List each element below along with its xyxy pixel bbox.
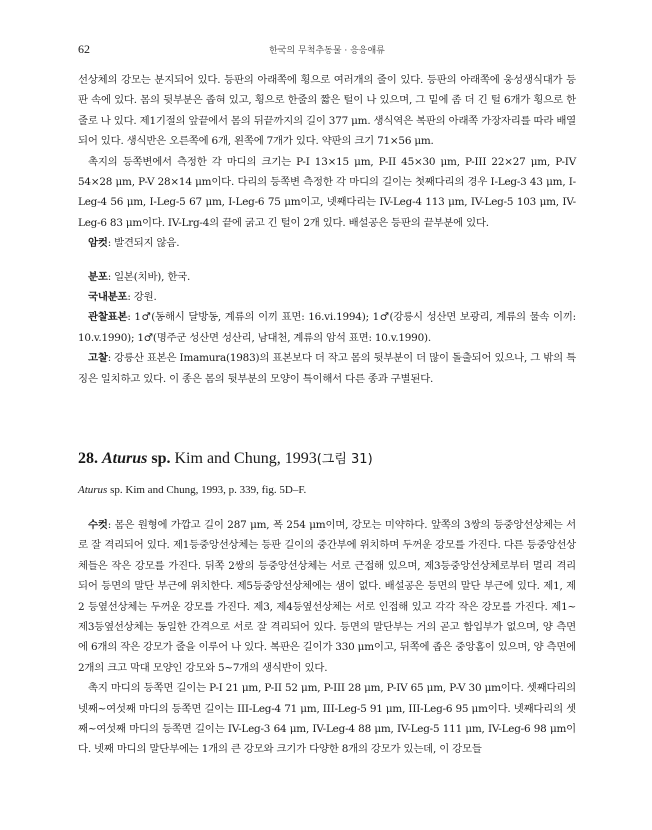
- running-title: 한국의 무척추동물 · 응응애류: [269, 46, 385, 56]
- remarks-label: 고찰: [88, 352, 108, 365]
- remarks-text: : 강릉산 표본은 Imamura(1983)의 표본보다 더 작고 몸의 뒷부분이 더 많이 돌출되어 있으나, 그 밖의 특징은 일치하고 있다. 이 종은 몸의 뒷부분의 모양이 특이해서 다른 종과 구별된다.: [78, 352, 576, 385]
- domestic-distribution-label: 국내분포: [88, 291, 128, 304]
- distribution-label: 분포: [88, 270, 108, 283]
- distribution-note: [78, 267, 576, 287]
- description-paragraph: 선상체의 강모는 분지되어 있다. 등판의 아래쪽에 횡으로 여러개의 줄이 있다. 등판의 아래쪽에 웅성생식대가 등판 속에 있다. 몸의 뒷부분은 좁혀 있고, 횡으로 한줄의 짧은 털이 나 있으며, 그 밑에 좀 더 긴 털 6개가 횡으로 한줄로 나 있다. 제1기절의 앞끝에서 몸의 뒤끝까지의 길이 377 μm. 생식역은 복판의 아래쪽 가장자리를 따라 배열되어 있다. 생식반은 오른쪽에 6개, 왼쪽에 7개가 있다. 약판의 크기 71×56 μm.: [78, 74, 576, 148]
- male-description: [78, 515, 576, 678]
- male-text: : 몸은 원형에 가깝고 길이 287 μm, 폭 254 μm이며, 강모는 미약하다. 앞쪽의 3쌍의 등중앙선상체는 서로 잘 격리되어 있다. 제1등중앙선상체는 등판 길이의 중간부에 위치하며 두꺼운 강모를 가진다. 다른 등중앙선상체들은 작은 강모를 가진다. 뒤쪽 2쌍의 등중앙선상체는 서로 근접해 있으며, 제3등중앙선상체로부터 멀리 격리되어 등면의 말단 부근에 위치한다. 제5등중앙선상체에는 샘이 없다. 배설공은 등면의 말단 부근에 있다. 제1, 제2 등옆선상체는 두꺼운 강모를 가진다. 제3, 제4등옆선상체는 서로 인접해 있고 각각 작은 강모를 가진다. 제1~제3등옆선상체는 동일한 간격으로 서로 잘 격리되어 있다. 등면의 말단부는 거의 곧고 함입부가 없으며, 양 측면에 6개의 작은 강모가 줄을 이루어 나 있다. 복판은 길이가 330 μm이고, 뒤쪽에 좁은 중앙홈이 있으며, 양 측면에 2개의 크고 막대 모양인 강모와 5~7개의 생식반이 있다.: [78, 519, 576, 674]
- citation-text: sp. Kim and Chung, 1993, p. 339, fig. 5D–F.: [107, 484, 307, 496]
- specimens-text: : 1♂(동해시 달방동, 계류의 이끼 표면: 16.vi.1994); 1♂(강릉시 성산면 보광리, 계류의 물속 이끼: 10.v.1990); 1♂(명주군 성산면 성산리, 남대천, 계류의 암석 표면: 10.v.1990).: [78, 311, 576, 344]
- species-authors: Kim and Chung, 1993: [174, 450, 317, 467]
- domestic-distribution-note: [78, 287, 576, 307]
- species-number: 28.: [78, 450, 98, 467]
- measurement-paragraph: 촉지의 등쪽변에서 측정한 각 마디의 크기는 P-I 13×15 μm, P-II 45×30 μm, P-III 22×27 μm, P-IV 54×28 μm, P-V 28×14 μm이다. 다리의 등쪽변 측정한 각 마디의 길이는 첫째다리의 경우 I-Leg-3 43 μm, I-Leg-4 56 μm, I-Leg-5 67 μm, I-Leg-6 75 μm이고, 넷째다리는 IV-Leg-4 113 μm, IV-Leg-5 103 μm, IV-Leg-6 83 μm이다. IV-Lrg-4의 끝에 굵고 긴 털이 2개 있다. 배설공은 등판의 끝부분에 있다.: [78, 155, 576, 229]
- appendage-measurements: 촉지 마디의 등쪽면 길이는 P-I 21 μm, P-II 52 μm, P-III 28 μm, P-IV 65 μm, P-V 30 μm이다. 셋째다리의 넷째~여섯째 마디의 등쪽면 길이는 III-Leg-4 71 μm, III-Leg-5 91 μm, III-Leg-6 95 μm이다. 넷째다리의 셋째~여섯째 마디의 등쪽면 길이는 IV-Leg-3 64 μm, IV-Leg-4 88 μm, IV-Leg-5 111 μm, IV-Leg-6 98 μm이다. 넷째 마디의 말단부에는 1개의 큰 강모와 크기가 다양한 8개의 강모가 있는데, 이 강모들: [78, 682, 576, 756]
- synonymy-citation: [78, 484, 306, 496]
- page-header: [78, 42, 576, 58]
- previous-species-text: [78, 70, 576, 389]
- species-heading: [78, 448, 373, 468]
- species-genus: Aturus: [102, 450, 148, 467]
- specimens-label: 관찰표본: [88, 311, 128, 324]
- specimens-note: [78, 307, 576, 348]
- domestic-distribution-text: : 강원.: [127, 291, 157, 304]
- page-number: 62: [78, 42, 90, 56]
- species-sp: sp.: [151, 450, 171, 467]
- female-note: [78, 233, 576, 253]
- female-text: : 발견되지 않음.: [107, 237, 180, 250]
- new-species-text: [78, 515, 576, 760]
- distribution-text: : 일본(치바), 한국.: [107, 270, 191, 283]
- figure-reference: (그림 31): [316, 452, 373, 467]
- female-label: 암컷: [88, 237, 108, 250]
- citation-genus: Aturus: [78, 484, 108, 496]
- remarks-note: [78, 348, 576, 389]
- male-label: 수컷: [88, 519, 108, 531]
